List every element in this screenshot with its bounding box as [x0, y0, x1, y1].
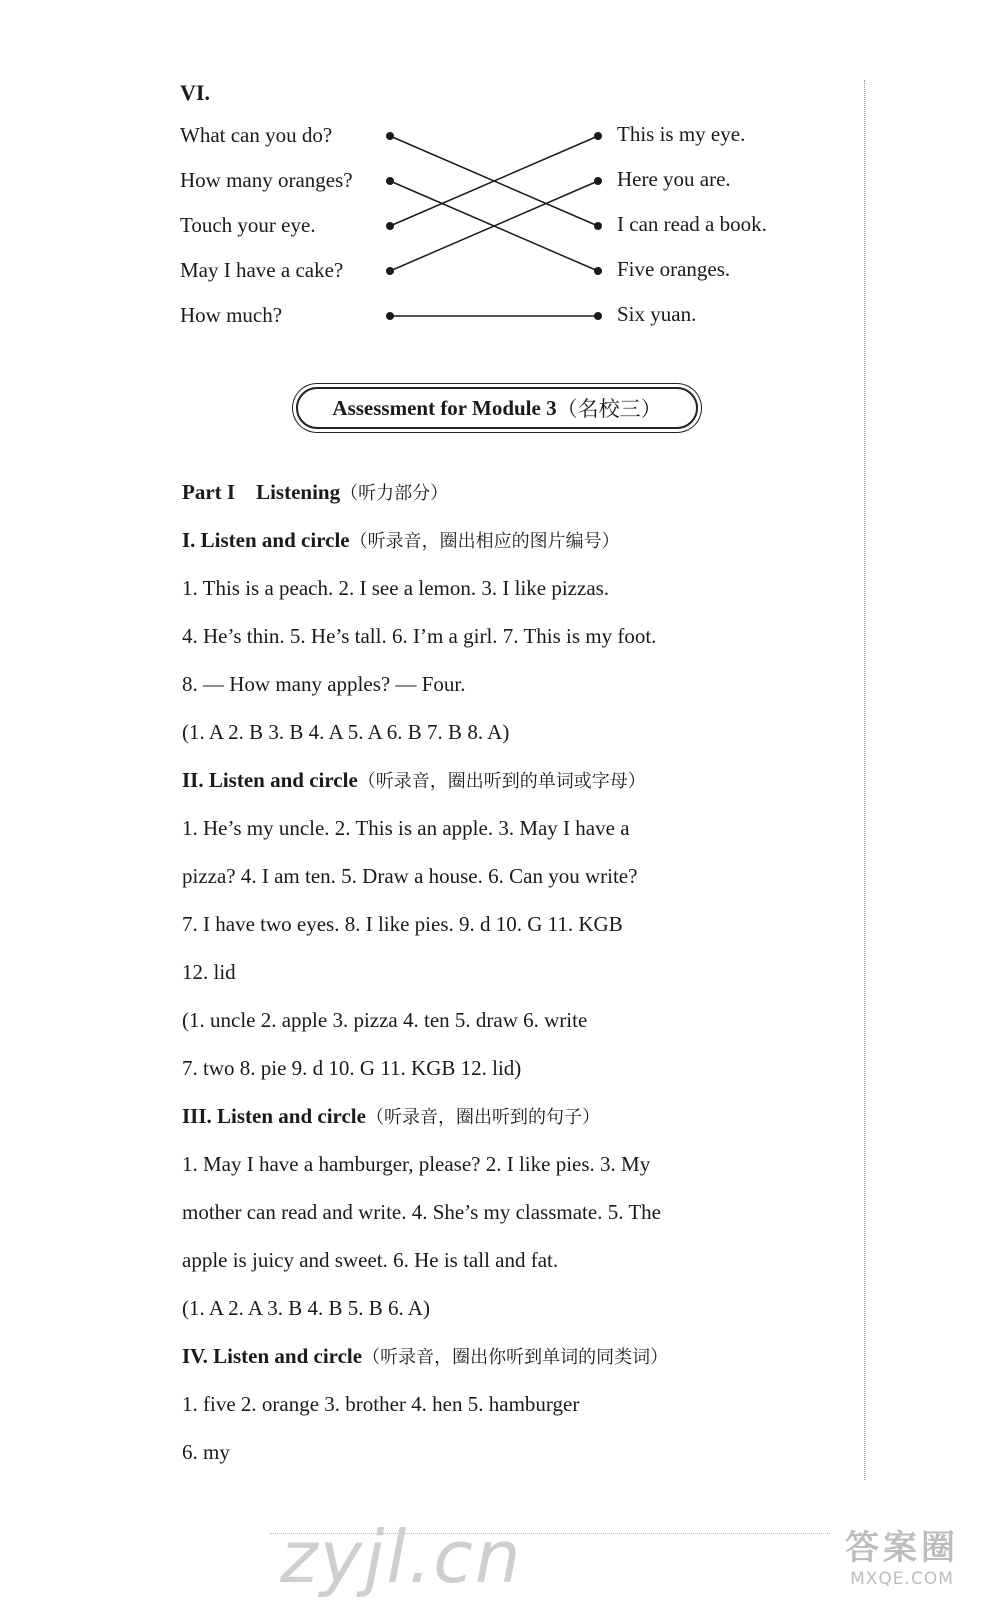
- answer-line: mother can read and write. 4. She’s my classmate. 5. The: [182, 1200, 661, 1224]
- answer-line: 1. He’s my uncle. 2. This is an apple. 3. May I have a: [182, 816, 630, 840]
- left-dot: [386, 312, 394, 320]
- section-heading: [182, 1346, 668, 1367]
- section-title-cn: （听录音，圈出你听到单词的同类词）: [362, 1347, 669, 1368]
- right-dot: [594, 132, 602, 140]
- match-right-item: Here you are.: [617, 167, 731, 191]
- answer-line: 1. This is a peach. 2. I see a lemon. 3. I like pizzas.: [182, 576, 610, 600]
- answer-line: 4. He’s thin. 5. He’s tall. 6. I’m a girl. 7. This is my foot.: [182, 624, 657, 648]
- watermark-logo: [822, 1520, 982, 1592]
- answer-key-line: 7. two 8. pie 9. d 10. G 11. KGB 12. lid): [182, 1056, 522, 1080]
- match-left-item: Touch your eye.: [180, 213, 316, 237]
- left-dot: [386, 267, 394, 275]
- part-heading: [182, 482, 448, 503]
- module-title-box: [296, 387, 698, 429]
- right-dot: [594, 267, 602, 275]
- section-heading: [182, 530, 620, 551]
- answer-line: apple is juicy and sweet. 6. He is tall and fat.: [182, 1248, 559, 1272]
- answer-line: 1. five 2. orange 3. brother 4. hen 5. hamburger: [182, 1392, 580, 1416]
- section-title: II. Listen and circle: [182, 768, 358, 792]
- match-left-item: How many oranges?: [180, 168, 353, 192]
- section-title-cn: （听录音，圈出听到的单词或字母）: [357, 771, 646, 792]
- module-title: Assessment for Module 3: [332, 395, 557, 420]
- part-label: Part I: [182, 480, 236, 504]
- module-title-cn: （名校三）: [556, 397, 662, 421]
- section-title: I. Listen and circle: [182, 528, 350, 552]
- match-right-item: I can read a book.: [617, 212, 767, 236]
- answer-line: 12. lid: [182, 960, 236, 984]
- part-title: Listening: [256, 480, 341, 504]
- left-dot: [386, 132, 394, 140]
- match-right-item: Six yuan.: [617, 302, 697, 326]
- match-left-item: How much?: [180, 303, 283, 327]
- section-title-cn: （听录音，圈出听到的句子）: [365, 1107, 600, 1128]
- answer-key-line: (1. A 2. B 3. B 4. A 5. A 6. B 7. B 8. A): [182, 720, 510, 744]
- section-heading: [182, 1106, 600, 1127]
- matching-lines: [0, 0, 1000, 360]
- answer-line: 6. my: [182, 1440, 230, 1464]
- right-dot: [594, 312, 602, 320]
- match-right-item: Five oranges.: [617, 257, 731, 281]
- right-dot: [594, 222, 602, 230]
- answer-key-line: (1. uncle 2. apple 3. pizza 4. ten 5. draw 6. write: [182, 1008, 588, 1032]
- left-dot: [386, 222, 394, 230]
- answer-line: 1. May I have a hamburger, please? 2. I like pies. 3. My: [182, 1152, 651, 1176]
- section-title-cn: （听录音，圈出相应的图片编号）: [349, 531, 620, 552]
- part-title-cn: （听力部分）: [340, 483, 449, 504]
- answer-line: pizza? 4. I am ten. 5. Draw a house. 6. Can you write?: [182, 864, 638, 888]
- match-left-item: What can you do?: [180, 123, 333, 147]
- section-vi-heading: VI.: [180, 80, 210, 105]
- answer-line: 7. I have two eyes. 8. I like pies. 9. d 10. G 11. KGB: [182, 912, 623, 936]
- section-heading: [182, 770, 646, 791]
- section-title: III. Listen and circle: [182, 1104, 366, 1128]
- watermark-brand: 答案圈: [845, 1528, 959, 1568]
- match-left-item: May I have a cake?: [180, 258, 344, 282]
- section-title: IV. Listen and circle: [182, 1344, 363, 1368]
- left-dot: [386, 177, 394, 185]
- match-right-item: This is my eye.: [617, 122, 746, 146]
- answer-key-line: (1. A 2. A 3. B 4. B 5. B 6. A): [182, 1296, 430, 1320]
- watermark-domain: MXQE.COM: [850, 1569, 954, 1589]
- answer-line: 8. — How many apples? — Four.: [182, 672, 466, 696]
- right-dot: [594, 177, 602, 185]
- watermark-text: zyjl.cn: [280, 1515, 523, 1599]
